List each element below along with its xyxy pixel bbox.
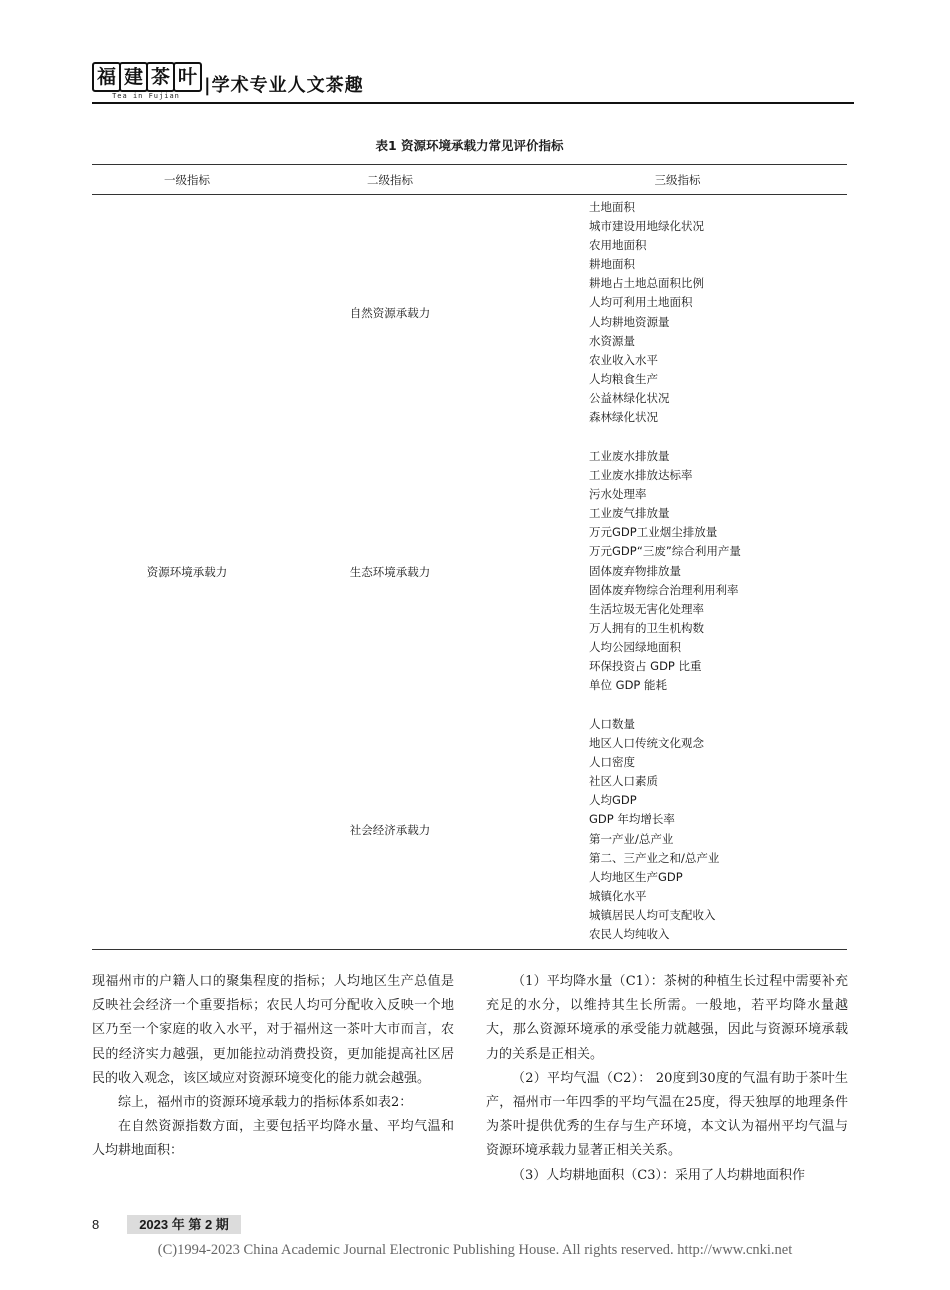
level2-eco-environment: 生态环境承载力: [349, 565, 431, 579]
indicator-list-eco: [589, 447, 741, 695]
list-item: 耕地占土地总面积比例: [589, 276, 704, 291]
list-item: 人均地区生产GDP: [589, 869, 683, 884]
paragraph: （2）平均气温（C2）： 20度到30度的气温有助于茶叶生产，福州市一年四季的平均气温在25度，得天独厚的地理条件为茶叶提供优秀的生存与生产环境，本文认为福州平均气温与资源环境承载力显著正相关关系。: [486, 1070, 848, 1159]
list-item: 污水处理率: [589, 487, 647, 502]
list-item: 人均粮食生产: [589, 371, 658, 386]
logo-char: 茶: [146, 62, 175, 92]
list-item: 固体废弃物综合治理利用利率: [589, 582, 739, 597]
body-column-left: [92, 970, 454, 1164]
table-header-rule: [92, 194, 847, 195]
logo-subtitle: Tea in Fujian: [112, 92, 180, 100]
paragraph: （1）平均降水量（C1）：茶树的种植生长过程中需要补充充足的水分，以维持其生长所需。一般地，若平均降水量越大，那么资源环境承的承受能力就越强，因此与资源环境承载力的关系是正相关。: [486, 974, 848, 1062]
table-bottom-rule: [92, 949, 847, 950]
list-item: 人口密度: [589, 755, 635, 770]
indicator-list-socio: [589, 715, 719, 944]
list-item: 城市建设用地绿化状况: [589, 219, 704, 234]
level2-socio-economic: 社会经济承载力: [349, 823, 431, 837]
list-item: 农用地面积: [589, 238, 647, 253]
list-item: 公益林绿化状况: [589, 390, 670, 405]
list-item: 人均耕地资源量: [589, 314, 670, 329]
list-item: 人均公园绿地面积: [589, 639, 681, 654]
list-item: 第一产业/总产业: [589, 831, 674, 846]
paragraph: （3）人均耕地面积（C3）：采用了人均耕地面积作: [512, 1167, 805, 1183]
table-title: 表1 资源环境承载力常见评价指标: [375, 138, 564, 153]
list-item: 单位 GDP 能耗: [589, 678, 668, 693]
copyright-notice: (C)1994-2023 China Academic Journal Electronic Publishing House. All rights reserved. http://www.cnki.net: [157, 1242, 793, 1258]
indicator-list-natural: [589, 198, 704, 427]
list-item: 工业废水排放量: [589, 449, 670, 463]
header-divider: [92, 102, 854, 104]
page-number: 8: [92, 1217, 100, 1232]
logo-char: 福: [92, 62, 121, 92]
table-header-level2: 二级指标: [367, 173, 413, 187]
list-item: 生活垃圾无害化处理率: [589, 601, 704, 616]
list-item: 万人拥有的卫生机构数: [589, 620, 704, 635]
list-item: 城镇居民人均可支配收入: [589, 907, 716, 922]
logo-char: 叶: [173, 62, 202, 92]
table-top-rule: [92, 164, 847, 165]
list-item: 固体废弃物排放量: [589, 563, 681, 578]
level1-indicator: 资源环境承载力: [146, 565, 228, 579]
paragraph: 现福州市的户籍人口的聚集程度的指标；人均地区生产总值是反映社会经济一个重要指标；农民人均可分配收入反映一个地区乃至一个家庭的收入水平，对于福州这一茶叶大市而言，农民的经济实力越强，更加能拉动消费投资，更加能提高社区居民的收入观念，该区域应对资源环境变化的能力就会越强。: [92, 974, 454, 1086]
list-item: 工业废气排放量: [589, 506, 670, 521]
journal-tagline: |学术专业人文茶趣: [204, 75, 364, 96]
list-item: 人口数量: [589, 717, 635, 731]
list-item: 万元GDP“三废”综合利用产量: [589, 544, 741, 559]
list-item: 耕地面积: [589, 257, 635, 272]
paragraph: 在自然资源指数方面，主要包括平均降水量、平均气温和人均耕地面积：: [92, 1119, 454, 1159]
list-item: 农民人均纯收入: [589, 927, 670, 942]
level2-natural-resource: 自然资源承载力: [349, 306, 431, 320]
table-header-level1: 一级指标: [164, 173, 210, 187]
body-column-right: [486, 970, 848, 1188]
journal-header: [92, 62, 854, 102]
list-item: 第二、三产业之和/总产业: [589, 850, 720, 865]
list-item: 工业废水排放达标率: [589, 468, 693, 483]
list-item: 环保投资占 GDP 比重: [589, 659, 702, 674]
list-item: 森林绿化状况: [589, 410, 658, 425]
list-item: 土地面积: [589, 200, 635, 214]
table-header-level3: 三级指标: [654, 173, 701, 187]
list-item: 农业收入水平: [589, 352, 658, 367]
list-item: 水资源量: [589, 333, 635, 348]
list-item: 地区人口传统文化观念: [589, 736, 704, 751]
list-item: 人均GDP: [589, 793, 637, 808]
list-item: 人均可利用土地面积: [589, 295, 693, 310]
journal-logo: [92, 62, 200, 98]
paragraph: 综上，福州市的资源环境承载力的指标体系如表2：: [118, 1095, 413, 1111]
list-item: GDP 年均增长率: [589, 812, 675, 827]
list-item: 万元GDP工业烟尘排放量: [589, 525, 718, 540]
list-item: 社区人口素质: [589, 774, 658, 789]
issue-badge: 2023 年 第 2 期: [127, 1215, 241, 1234]
list-item: 城镇化水平: [589, 888, 647, 903]
logo-char: 建: [119, 62, 148, 92]
